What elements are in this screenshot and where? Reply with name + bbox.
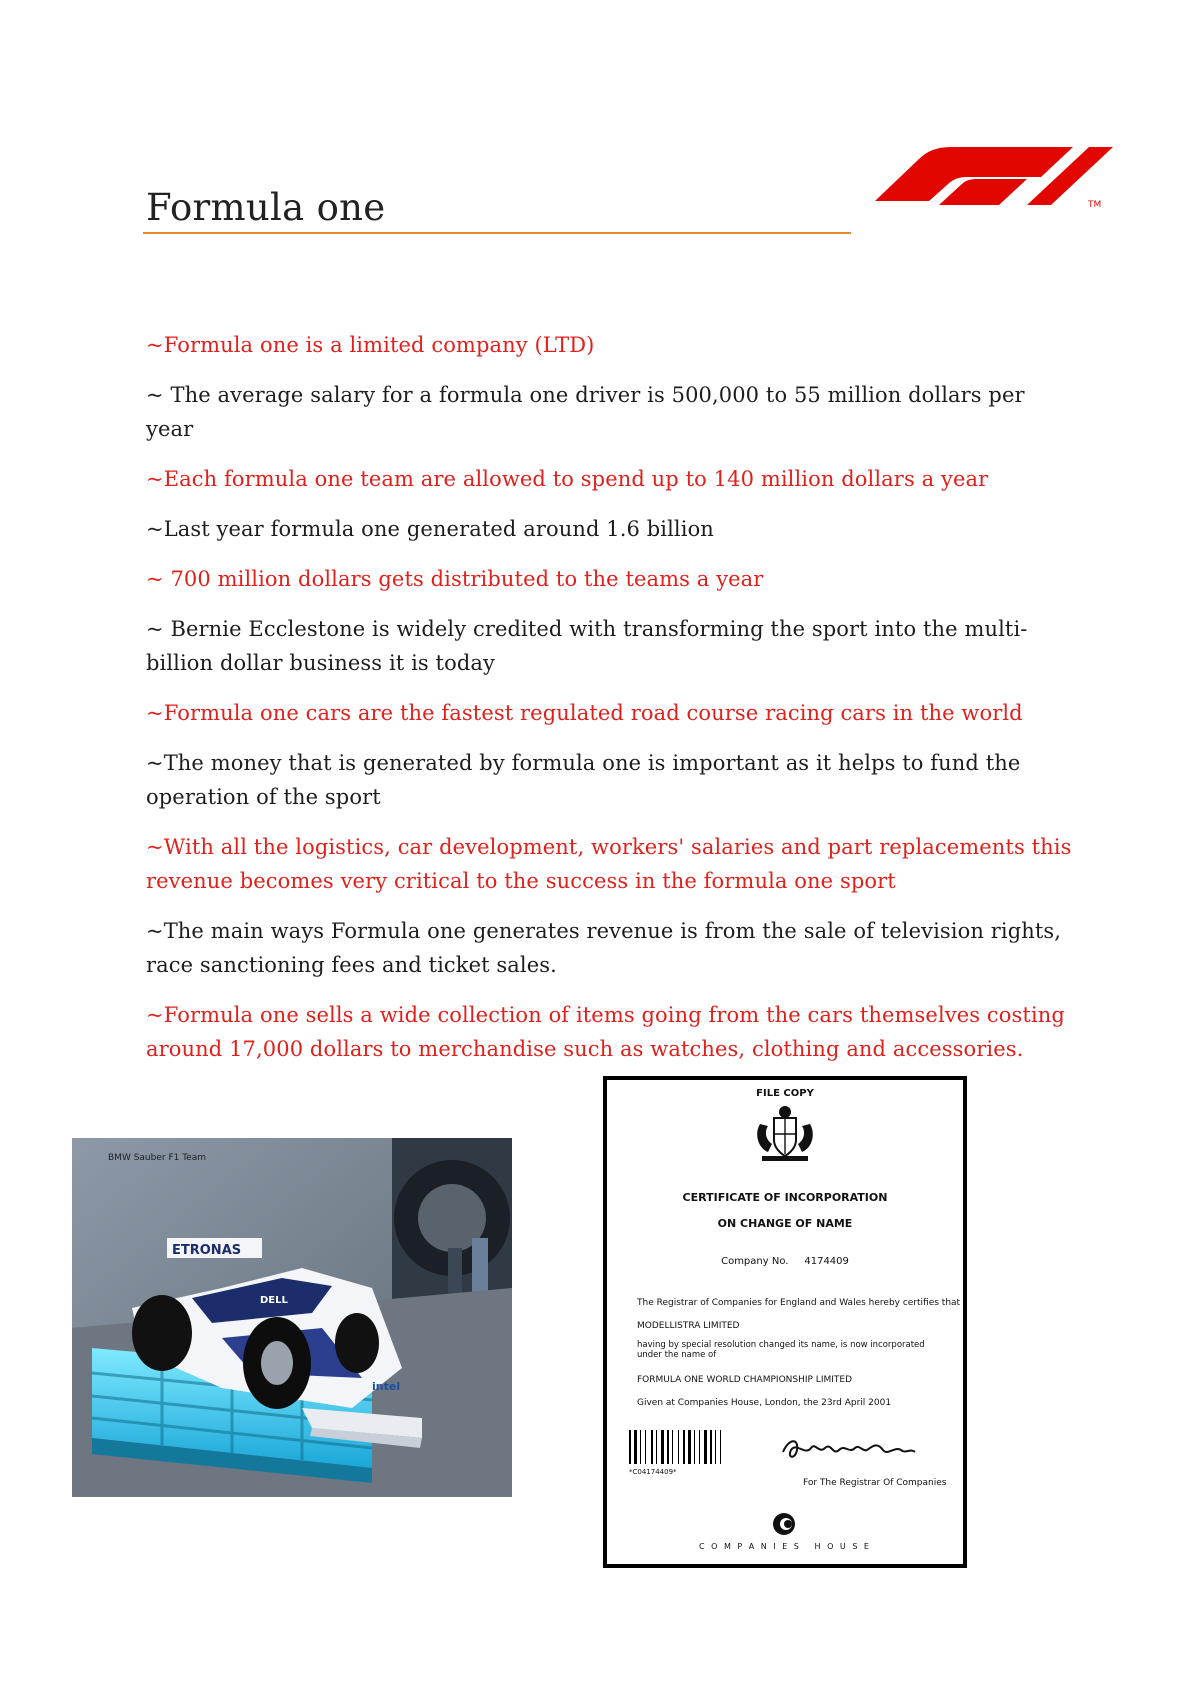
bullet-item: ~ 700 million dollars gets distributed to the teams a year [146, 567, 764, 591]
certificate-line-1: The Registrar of Companies for England and Wales hereby certifies that [637, 1298, 961, 1308]
f1-logo-icon [867, 143, 1120, 209]
certificate-of-incorporation [603, 1076, 967, 1568]
barcode-number: *C04174409* [629, 1468, 677, 1476]
certificate-line-3: having by special resolution changed its name, is now incorporated under the name of [637, 1340, 925, 1360]
barcode-bar [683, 1430, 685, 1464]
barcode-bar [640, 1430, 641, 1464]
dell-logo-text: DELL [260, 1295, 288, 1306]
barcode-bar [678, 1430, 679, 1464]
bullet-item: ~Each formula one team are allowed to spend up to 140 million dollars a year [146, 467, 989, 491]
barcode-bar [710, 1430, 712, 1464]
bullet-item: ~The money that is generated by formula one is important as it helps to fund the operation of the sport [146, 751, 1021, 809]
bullet-item: ~With all the logistics, car development, workers' salaries and part replacements this revenue becomes very critical to the success in the formula one sport [146, 835, 1072, 893]
certificate-heading-2: ON CHANGE OF NAME [717, 1217, 853, 1230]
page-title: Formula one [146, 186, 386, 229]
title-underline [143, 232, 851, 234]
f1-car-photo [72, 1138, 512, 1497]
companies-house-logo-icon [772, 1512, 796, 1536]
barcode-bar [656, 1430, 657, 1464]
barcode-bar [651, 1430, 653, 1464]
barcode-bar [672, 1430, 673, 1464]
barcode-icon [629, 1430, 745, 1464]
f1-car-illustration [72, 1138, 512, 1497]
certificate-heading-1: CERTIFICATE OF INCORPORATION [682, 1191, 888, 1204]
barcode-bar [661, 1430, 664, 1464]
barcode-bar [634, 1430, 637, 1464]
barcode-bar [667, 1430, 669, 1464]
bullet-item: ~ Bernie Ecclestone is widely credited with transforming the sport into the multi-billion dollar business it is today [146, 617, 1028, 675]
barcode-bar [704, 1430, 707, 1464]
company-number-line [607, 1256, 963, 1267]
certificate-line-2: MODELLISTRA LIMITED [637, 1321, 740, 1331]
barcode-bar [645, 1430, 646, 1464]
registrar-line: For The Registrar Of Companies [803, 1478, 947, 1488]
file-copy-label: FILE COPY [756, 1088, 814, 1099]
bullet-item: ~Formula one cars are the fastest regulated road course racing cars in the world [146, 701, 1023, 725]
trademark-text: TM [1088, 200, 1102, 209]
barcode-bar [688, 1430, 691, 1464]
photo-banner-text: BMW Sauber F1 Team [108, 1153, 206, 1163]
intel-logo-text: intel [372, 1380, 401, 1393]
company-no-label: Company No. [721, 1256, 789, 1267]
certificate-line-4: FORMULA ONE WORLD CHAMPIONSHIP LIMITED [637, 1375, 853, 1385]
company-no-value: 4174409 [804, 1256, 849, 1267]
bullet-item: ~Formula one is a limited company (LTD) [146, 333, 595, 357]
bullet-item: ~Last year formula one generated around 1.6 billion [146, 517, 714, 541]
companies-house-footer: C O M P A N I E S H O U S E [698, 1542, 871, 1551]
bullet-list [146, 328, 1076, 1082]
bullet-item: ~The main ways Formula one generates revenue is from the sale of television rights, race sanctioning fees and ticket sales. [146, 919, 1062, 977]
bullet-item: ~ The average salary for a formula one driver is 500,000 to 55 million dollars per year [146, 383, 1025, 441]
registrar-signature-icon [779, 1432, 919, 1466]
barcode-bar [715, 1430, 716, 1464]
barcode-bar [720, 1430, 721, 1464]
barcode-bar [629, 1430, 631, 1464]
bullet-item: ~Formula one sells a wide collection of items going from the cars themselves costing around 17,000 dollars to merchandise such as watches, clothing and accessories. [146, 1003, 1065, 1061]
barcode-bar [694, 1430, 695, 1464]
petronas-logo-text: ETRONAS [172, 1243, 242, 1258]
royal-coat-of-arms-icon [752, 1104, 818, 1164]
certificate-line-5: Given at Companies House, London, the 23rd April 2001 [637, 1398, 892, 1408]
barcode-bar [699, 1430, 700, 1464]
